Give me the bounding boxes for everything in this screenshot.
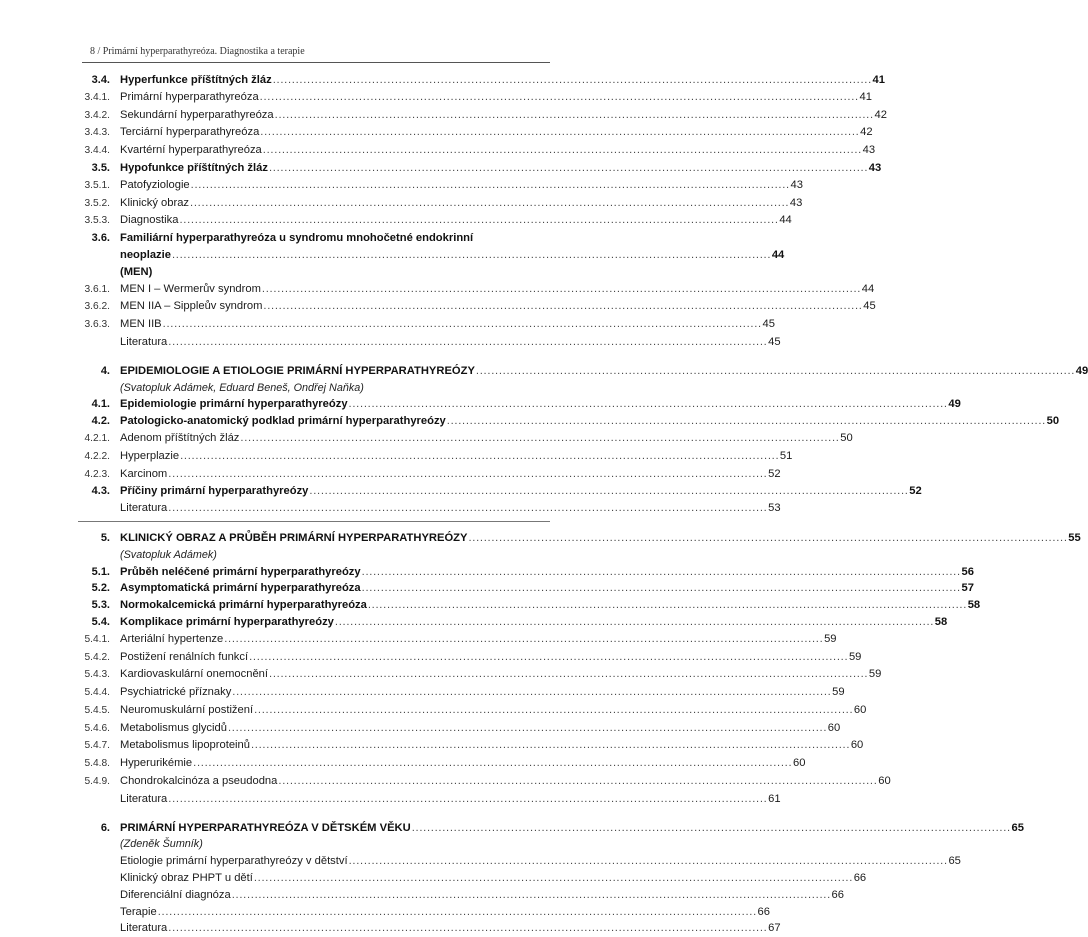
dot-leader	[254, 870, 851, 887]
toc-entry	[78, 500, 781, 517]
dot-leader	[193, 755, 790, 772]
dot-leader	[349, 853, 946, 870]
toc-entry-page: 60	[792, 757, 806, 770]
chapter-number: 4.	[100, 364, 110, 377]
toc-entry-title-line1: Familiární hyperparathyreóza u syndromu mnohočetné endokrinní	[120, 232, 474, 245]
toc-entry-page: 44	[771, 248, 785, 261]
dot-leader	[278, 773, 875, 790]
toc-entry-title: Kvartérní hyperparathyreóza	[120, 144, 262, 157]
toc-entry-number: 3.6.	[91, 232, 110, 245]
toc-entry-number: 5.4.3.	[84, 669, 110, 681]
toc-entry-page: 59	[832, 686, 845, 699]
dot-leader	[168, 500, 765, 517]
toc-entry-title: Psychiatrické příznaky	[120, 686, 232, 699]
dot-leader	[362, 580, 959, 597]
toc-entry	[78, 298, 876, 316]
toc-entry-page: 45	[768, 335, 781, 348]
toc-entry	[78, 89, 872, 107]
toc-entry-number: 3.4.	[91, 74, 110, 86]
toc-entry-page: 59	[824, 632, 837, 645]
chapter-authors: (Svatopluk Adámek)	[120, 548, 217, 561]
dot-leader	[168, 334, 765, 351]
dot-leader	[168, 791, 765, 808]
toc-entry-number: 3.5.	[91, 161, 110, 174]
dot-leader	[335, 614, 932, 631]
toc-entry-title: Etiologie primární hyperparathyreózy v dětství	[120, 855, 348, 868]
dot-leader	[163, 316, 760, 333]
toc-entry	[78, 614, 948, 631]
toc-entry-page: 56	[961, 565, 974, 578]
toc-entry-number: 4.2.2.	[84, 450, 110, 462]
toc-entry-title: Asymptomatická primární hyperparathyreóza	[120, 582, 361, 595]
toc-entry-page: 59	[848, 650, 862, 663]
toc-entry-title: Komplikace primární hyperparathyreózy	[120, 615, 334, 628]
toc-entry	[78, 684, 845, 702]
toc-entry-number: 5.4.2.	[84, 651, 110, 663]
toc-entry-title: Karcinom	[120, 467, 168, 480]
toc-entry	[78, 887, 844, 904]
toc-entry	[78, 107, 887, 125]
toc-entry-number: 3.6.2.	[84, 301, 110, 313]
toc-entry-page: 50	[840, 431, 853, 444]
toc-entry-number: 3.4.1.	[84, 91, 110, 103]
toc-entry-title: Literatura	[120, 502, 168, 515]
toc-section-6	[78, 853, 961, 937]
toc-entry	[78, 720, 841, 738]
toc-entry-title: Arteriální hypertenze	[120, 632, 224, 645]
toc-entry-title: Hyperplazie	[120, 449, 180, 462]
toc-entry-title: Literatura	[120, 792, 168, 805]
toc-entry-number: 3.6.1.	[84, 283, 110, 295]
toc-entry-number: 5.4.6.	[84, 722, 110, 734]
dot-leader	[269, 160, 866, 177]
toc-chapter-6	[78, 820, 1024, 837]
toc-entry-number: 5.4.9.	[84, 776, 110, 788]
toc-entry	[78, 72, 885, 89]
toc-entry-title: Terapie	[120, 905, 157, 918]
toc-entry-number: 3.4.3.	[84, 127, 110, 139]
dot-leader	[309, 483, 906, 500]
toc-entry-page: 58	[934, 615, 948, 628]
toc-entry	[78, 666, 882, 684]
toc-entry	[78, 413, 1060, 430]
table-of-contents	[78, 72, 1088, 937]
dot-leader	[191, 177, 788, 194]
toc-entry-number: 5.4.	[91, 615, 110, 628]
toc-entry-title: MEN I – Wermerův syndrom	[120, 282, 261, 295]
toc-entry-page: 45	[863, 300, 876, 313]
chapter-page: 49	[1075, 364, 1088, 377]
toc-entry-page: 41	[859, 90, 872, 103]
toc-entry	[78, 631, 837, 649]
toc-entry-number: 3.5.1.	[84, 179, 110, 191]
toc-entry	[78, 142, 876, 160]
toc-entry-page: 57	[961, 582, 974, 595]
toc-entry-number: 3.6.3.	[84, 319, 110, 331]
toc-entry-title: Metabolismus lipoproteinů	[120, 739, 250, 752]
toc-entry-title: Literatura	[120, 335, 168, 348]
dot-leader	[158, 904, 755, 921]
chapter-page: 55	[1068, 531, 1081, 544]
toc-entry-page: 60	[850, 739, 864, 752]
toc-entry	[78, 755, 806, 773]
dot-leader	[275, 107, 872, 124]
toc-entry-number: 5.4.7.	[84, 740, 110, 752]
toc-entry	[78, 177, 803, 195]
toc-entry-page: 52	[768, 467, 781, 480]
toc-entry-page: 58	[967, 599, 981, 612]
dot-leader	[476, 363, 1073, 380]
toc-section-4	[78, 396, 1060, 517]
dot-leader	[232, 887, 829, 904]
toc-entry-title: Hyperurikémie	[120, 757, 193, 770]
toc-entry-page: 59	[868, 668, 882, 681]
toc-entry	[78, 791, 781, 808]
toc-entry-title: Postižení renálních funkcí	[120, 650, 249, 663]
toc-entry	[78, 904, 770, 921]
dot-leader	[260, 89, 857, 106]
toc-entry-title-line2: neoplazie (MEN)	[120, 248, 171, 278]
toc-entry-title: Primární hyperparathyreóza	[120, 90, 259, 103]
toc-entry-title: Patologicko-anatomický podklad primární hyperparathyreózy	[120, 415, 446, 428]
dot-leader	[251, 737, 848, 754]
dot-leader	[254, 702, 851, 719]
toc-entry-title: Sekundární hyperparathyreóza	[120, 108, 274, 121]
toc-entry	[78, 212, 792, 230]
toc-section-5	[78, 564, 981, 808]
toc-entry-title: Klinický obraz	[120, 196, 190, 209]
toc-entry	[78, 281, 875, 299]
toc-entry-title: Patofyziologie	[120, 178, 190, 191]
toc-entry	[78, 466, 781, 484]
toc-entry-title: Adenom příštítných žláz	[120, 431, 240, 444]
toc-entry-page: 65	[948, 855, 961, 868]
toc-entry-title: MEN IIA – Sippleův syndrom	[120, 300, 263, 313]
toc-entry-number: 5.4.1.	[84, 633, 110, 645]
chapter-authors: (Svatopluk Adámek, Eduard Beneš, Ondřej Naňka)	[120, 381, 364, 394]
toc-entry-number: 4.3.	[91, 485, 110, 498]
dot-leader	[263, 142, 860, 159]
toc-entry-number: 3.5.2.	[84, 197, 110, 209]
toc-entry-number: 4.2.1.	[84, 432, 110, 444]
toc-entry-number: 5.4.4.	[84, 687, 110, 699]
dot-leader	[180, 448, 777, 465]
toc-entry	[78, 160, 882, 177]
toc-entry-number: 5.4.5.	[84, 704, 110, 716]
dot-leader	[190, 195, 787, 212]
toc-entry-page: 52	[909, 485, 922, 498]
section-divider	[78, 521, 550, 522]
toc-entry-page: 67	[768, 922, 781, 935]
toc-entry-title: Hyperfunkce příštítných žláz	[120, 74, 272, 86]
dot-leader	[412, 820, 1009, 837]
toc-entry	[78, 920, 781, 937]
dot-leader	[232, 684, 829, 701]
toc-entry-page: 66	[831, 888, 844, 901]
toc-entry	[78, 597, 981, 614]
toc-entry-title: Literatura	[120, 922, 168, 935]
chapter-authors: (Zdeněk Šumník)	[120, 838, 203, 851]
dot-leader	[228, 720, 825, 737]
toc-entry-page: 60	[827, 721, 841, 734]
toc-entry-page: 60	[853, 703, 867, 716]
dot-leader	[179, 212, 776, 229]
toc-entry	[78, 334, 781, 351]
toc-entry	[78, 483, 922, 500]
toc-entry-page: 44	[861, 282, 875, 295]
toc-entry	[78, 195, 803, 213]
running-head: 8 / Primární hyperparathyreóza. Diagnostika a terapie	[90, 46, 305, 57]
toc-entry-page: 43	[868, 161, 882, 174]
toc-entry-page: 43	[789, 196, 803, 209]
toc-entry	[78, 649, 862, 667]
toc-entry-page: 42	[874, 108, 887, 121]
dot-leader	[172, 247, 769, 264]
chapter-title: KLINICKÝ OBRAZ A PRŮBĚH PRIMÁRNÍ HYPERPARATHYREÓZY	[120, 531, 468, 544]
chapter-number: 6.	[100, 821, 110, 834]
toc-entry-number: 5.2.	[91, 582, 110, 595]
dot-leader	[447, 413, 1044, 430]
toc-entry-number: 3.4.2.	[84, 109, 110, 121]
toc-entry-number: 5.3.	[91, 599, 110, 612]
dot-leader	[168, 466, 765, 483]
toc-entry	[78, 430, 853, 448]
toc-entry-title: MEN IIB	[120, 318, 162, 331]
toc-entry-page: 60	[878, 775, 891, 788]
toc-entry	[78, 773, 891, 791]
toc-entry-number: 4.2.	[91, 415, 110, 428]
dot-leader	[262, 281, 859, 298]
toc-entry-title: Terciární hyperparathyreóza	[120, 126, 260, 139]
toc-entry-title: Hypofunkce příštítných žláz	[120, 161, 268, 174]
dot-leader	[269, 666, 866, 683]
dot-leader	[168, 920, 765, 937]
toc-section-3-4-3-5	[78, 72, 887, 230]
dot-leader	[468, 530, 1065, 547]
toc-entry-title: Epidemiologie primární hyperparathyreózy	[120, 398, 348, 411]
toc-entry-3-6	[78, 230, 785, 280]
toc-entry-page: 42	[860, 126, 873, 139]
toc-entry-title: Metabolismus glycidů	[120, 721, 227, 734]
toc-entry-page: 44	[779, 214, 792, 227]
toc-entry-page: 66	[853, 872, 867, 885]
toc-entry-title: Neuromuskulární postižení	[120, 703, 254, 716]
dot-leader	[362, 564, 959, 581]
toc-entry-page: 41	[872, 74, 885, 86]
dot-leader	[240, 430, 837, 447]
chapter-page: 65	[1011, 821, 1024, 834]
toc-entry-title: Normokalcemická primární hyperparathyreóza	[120, 599, 367, 612]
dot-leader	[349, 396, 946, 413]
toc-entry-number: 4.2.3.	[84, 468, 110, 480]
toc-entry-page: 43	[790, 178, 803, 191]
toc-entry	[78, 316, 775, 334]
toc-entry-title: Kardiovaskulární onemocnění	[120, 668, 269, 681]
toc-entry	[78, 580, 974, 597]
toc-entry-title: Klinický obraz PHPT u dětí	[120, 872, 253, 885]
toc-section-3-6	[78, 281, 876, 351]
dot-leader	[263, 298, 860, 315]
toc-entry	[78, 870, 867, 887]
toc-entry	[78, 564, 974, 581]
toc-entry-number: 4.1.	[91, 398, 110, 411]
toc-entry-title: Diferenciální diagnóza	[120, 888, 231, 901]
toc-entry-page: 49	[948, 398, 961, 411]
toc-entry	[78, 853, 961, 870]
toc-entry	[78, 124, 873, 142]
toc-entry-page: 53	[768, 502, 781, 515]
dot-leader	[368, 597, 965, 614]
toc-entry-page: 43	[862, 144, 876, 157]
toc-entry-page: 45	[762, 318, 775, 331]
toc-entry-page: 51	[779, 449, 793, 462]
chapter-title: PRIMÁRNÍ HYPERPARATHYREÓZA V DĚTSKÉM VĚKU	[120, 821, 411, 834]
toc-entry-number: 3.4.4.	[84, 145, 110, 157]
header-rule	[82, 62, 550, 63]
toc-entry-number: 5.4.8.	[84, 758, 110, 770]
chapter-title: EPIDEMIOLOGIE A ETIOLOGIE PRIMÁRNÍ HYPERPARATHYREÓZY	[120, 364, 475, 377]
toc-entry-title: Příčiny primární hyperparathyreózy	[120, 485, 309, 498]
toc-entry-title: Chondrokalcinóza a pseudodna	[120, 775, 278, 788]
toc-entry	[78, 448, 793, 466]
toc-entry-page: 61	[768, 792, 781, 805]
toc-entry	[78, 702, 867, 720]
toc-entry-page: 50	[1046, 415, 1060, 428]
toc-entry-number: 3.5.3.	[84, 215, 110, 227]
dot-leader	[260, 124, 857, 141]
chapter-number: 5.	[100, 531, 110, 544]
dot-leader	[224, 631, 821, 648]
toc-chapter-4	[78, 363, 1088, 380]
toc-chapter-5	[78, 530, 1081, 547]
toc-entry-number: 5.1.	[91, 565, 110, 578]
dot-leader	[249, 649, 846, 666]
toc-entry-page: 66	[757, 905, 770, 918]
toc-entry	[78, 737, 864, 755]
toc-entry-title: Diagnostika	[120, 214, 179, 227]
toc-entry	[78, 396, 961, 413]
toc-entry-title: Průběh neléčené primární hyperparathyreózy	[120, 565, 361, 578]
dot-leader	[273, 72, 870, 89]
